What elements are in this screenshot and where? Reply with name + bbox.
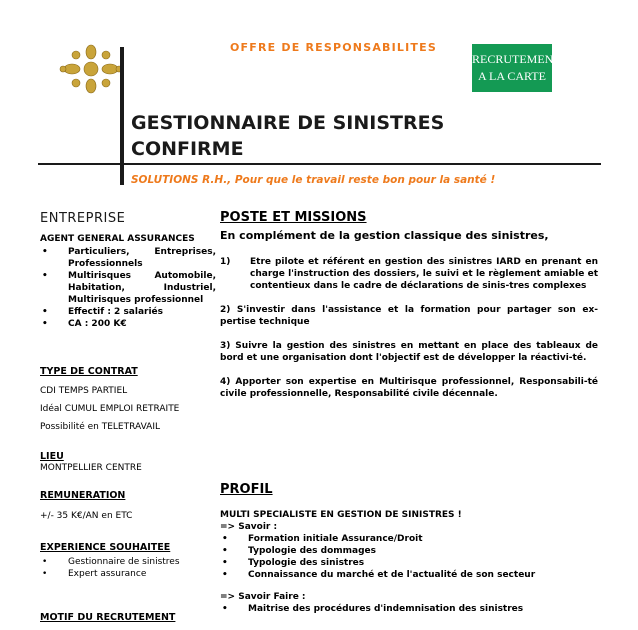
poste-intro: En complément de la gestion classique des sinistres,: [220, 229, 549, 242]
motif-heading: MOTIF DU RECRUTEMENT: [40, 612, 176, 623]
profil-block: [220, 482, 598, 615]
poste-heading: POSTE ET MISSIONS: [220, 210, 367, 225]
slogan: SOLUTIONS R.H., Pour que le travail reste bon pour la santé !: [131, 174, 496, 186]
list-item: • Particuliers, Entreprises, Professionnels: [40, 246, 216, 270]
remuneration-block: [40, 490, 216, 522]
experience-heading: EXPERIENCE SOUHAITEE: [40, 542, 171, 553]
remuneration-value: +/- 35 K€/AN en ETC: [40, 511, 133, 521]
item-number: 1): [220, 257, 231, 267]
recruitment-badge: [472, 44, 561, 92]
experience-block: [40, 542, 216, 580]
savoir-faire-label: => Savoir Faire :: [220, 592, 306, 602]
page-title: [131, 110, 444, 162]
offer-label: OFFRE DE RESPONSABILITES: [230, 41, 437, 54]
list-item: • Maitrise des procédures d'indemnisation des sinistres: [220, 603, 598, 615]
contrat-heading: TYPE DE CONTRAT: [40, 366, 138, 377]
title-line-1: GESTIONNAIRE DE SINISTRES: [131, 112, 445, 134]
list-item: • Connaissance du marché et de l'actualité de son secteur: [220, 569, 598, 581]
profil-subtitle: MULTI SPECIALISTE EN GESTION DE SINISTRES !: [220, 510, 462, 520]
mission-item-1: Etre pilote et référent en gestion des sinistres IARD en prenant en charge l'instruction des dossiers, le suivi et le règlement amiable et contentieux dans le cadre de déclarations de sinis-tres complexes: [250, 257, 598, 291]
motif-block: [40, 612, 216, 623]
profil-heading: PROFIL: [220, 482, 273, 497]
list-item: • Typologie des dommages: [220, 545, 598, 557]
contrat-block: [40, 366, 216, 436]
list-item: • Effectif : 2 salariés: [40, 306, 216, 318]
company-type: AGENT GENERAL ASSURANCES: [40, 234, 195, 244]
lieu-block: [40, 451, 216, 474]
contrat-line: Possibilité en TELETRAVAIL: [40, 422, 160, 432]
remuneration-heading: REMUNERATION: [40, 490, 126, 501]
list-item: • Expert assurance: [40, 568, 216, 580]
contrat-line: Idéal CUMUL EMPLOI RETRAITE: [40, 404, 180, 414]
list-item: • CA : 200 K€: [40, 318, 216, 330]
mission-item-2: 2) S'investir dans l'assistance et la formation pour partager son ex-pertise technique: [220, 305, 598, 327]
badge-line-2: A LA CARTE: [478, 69, 546, 83]
mission-item-4: 4) Apporter son expertise en Multirisque professionnel, Responsabili-té civile professionnelle, Responsabilité civile décennale.: [220, 377, 598, 399]
list-item: • Gestionnaire de sinistres: [40, 556, 216, 568]
list-item: • Multirisques Automobile, Habitation, Industriel, Multirisques professionnel: [40, 270, 216, 306]
entreprise-heading: ENTREPRISE: [40, 211, 126, 226]
title-horizontal-rule: [38, 163, 601, 165]
contrat-line: CDI TEMPS PARTIEL: [40, 386, 128, 396]
savoir-label: => Savoir :: [220, 522, 278, 532]
title-line-2: CONFIRME: [131, 138, 244, 160]
mission-item-3: 3) Suivre la gestion des sinistres en mettant en place des tableaux de bord et une organisation dont l'objectif est de développer la réactivi-té.: [220, 341, 598, 363]
list-item: • Typologie des sinistres: [220, 557, 598, 569]
badge-line-1: RECRUTEMENT: [472, 52, 561, 66]
list-item: • Formation initiale Assurance/Droit: [220, 533, 598, 545]
poste-block: [220, 210, 598, 400]
ornament-logo: [58, 43, 124, 95]
entreprise-block: [40, 233, 216, 330]
lieu-heading: LIEU: [40, 451, 64, 462]
lieu-value: MONTPELLIER CENTRE: [40, 463, 142, 473]
